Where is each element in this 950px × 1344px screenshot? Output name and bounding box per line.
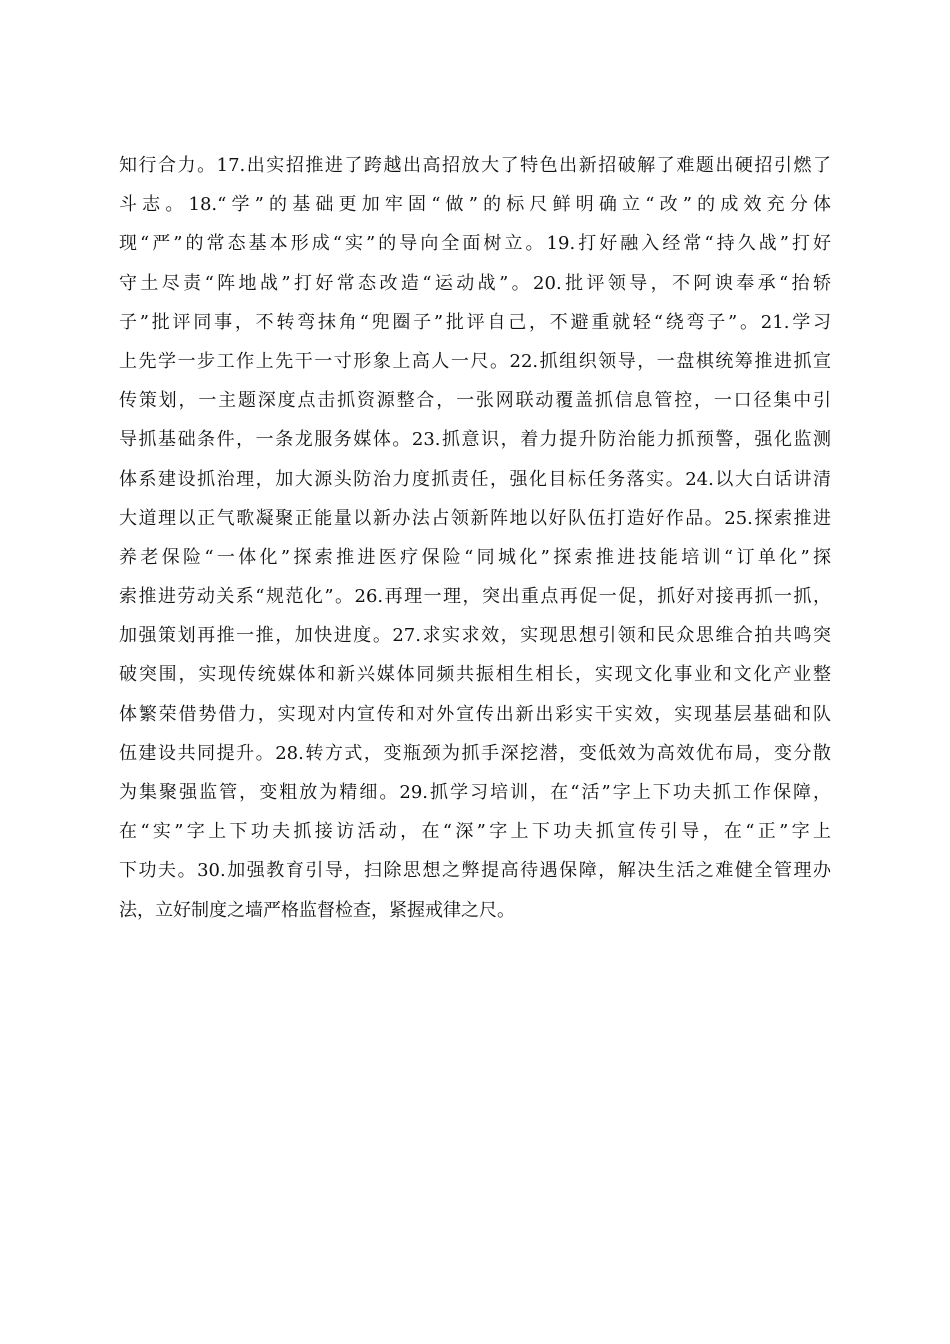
text-line: 知行合力。17.出实招推进了跨越出高招放大了特色出新招破解了难题出硬招引燃了 (119, 155, 831, 176)
text-line: 下功夫。30.加强教育引导，扫除思想之弊提高待遇保障，解决生活之难健全管理办 (119, 860, 831, 882)
text-line: 法，立好制度之墙严格监督检查，紧握戒律之尺。 (119, 899, 515, 921)
text-line: 子”批评同事，不转弯抹角“兜圈子”批评自己，不避重就轻“绕弯子”。21.学习 (119, 311, 831, 333)
text-line: 守土尽责“阵地战”打好常态改造“运动战”。20.批评领导，不阿谀奉承“抬轿 (119, 272, 831, 294)
text-line: 加强策划再推一推，加快进度。27.求实求效，实现思想引领和民众思维合拍共鸣突 (119, 625, 831, 647)
text-line: 导抓基础条件，一条龙服务媒体。23.抓意识，着力提升防治能力抓预警，强化监测 (119, 429, 831, 451)
text-line: 破突围，实现传统媒体和新兴媒体同频共振相生相长，实现文化事业和文化产业整 (119, 664, 831, 686)
text-line: 体繁荣借势借力，实现对内宣传和对外宣传出新出彩实干实效，实现基层基础和队 (119, 703, 831, 725)
text-line: 索推进劳动关系“规范化”。26.再理一理，突出重点再促一促，抓好对接再抓一抓， (119, 586, 831, 608)
text-line: 传策划，一主题深度点击抓资源整合，一张网联动覆盖抓信息管控，一口径集中引 (119, 390, 831, 412)
text-line: 伍建设共同提升。28.转方式，变瓶颈为抓手深挖潜，变低效为高效优布局，变分散 (119, 742, 831, 764)
text-line: 斗志。18.“学”的基础更加牢固“做”的标尺鲜明确立“改”的成效充分体 (119, 194, 831, 216)
body-paragraph (119, 146, 831, 930)
text-line: 现“严”的常态基本形成“实”的导向全面树立。19.打好融入经常“持久战”打好 (119, 233, 831, 255)
text-line: 在“实”字上下功夫抓接访活动，在“深”字上下功夫抓宣传引导，在“正”字上 (119, 821, 831, 843)
text-line: 上先学一步工作上先干一寸形象上高人一尺。22.抓组织领导，一盘棋统筹推进抓宣 (119, 350, 831, 372)
text-line: 养老保险“一体化”探索推进医疗保险“同城化”探索推进技能培训“订单化”探 (119, 546, 831, 568)
text-line: 大道理以正气歌凝聚正能量以新办法占领新阵地以好队伍打造好作品。25.探索推进 (119, 507, 831, 529)
text-line: 为集聚强监管，变粗放为精细。29.抓学习培训，在“活”字上下功夫抓工作保障， (119, 782, 831, 803)
text-line: 体系建设抓治理，加大源头防治力度抓责任，强化目标任务落实。24.以大白话讲清 (119, 468, 831, 490)
